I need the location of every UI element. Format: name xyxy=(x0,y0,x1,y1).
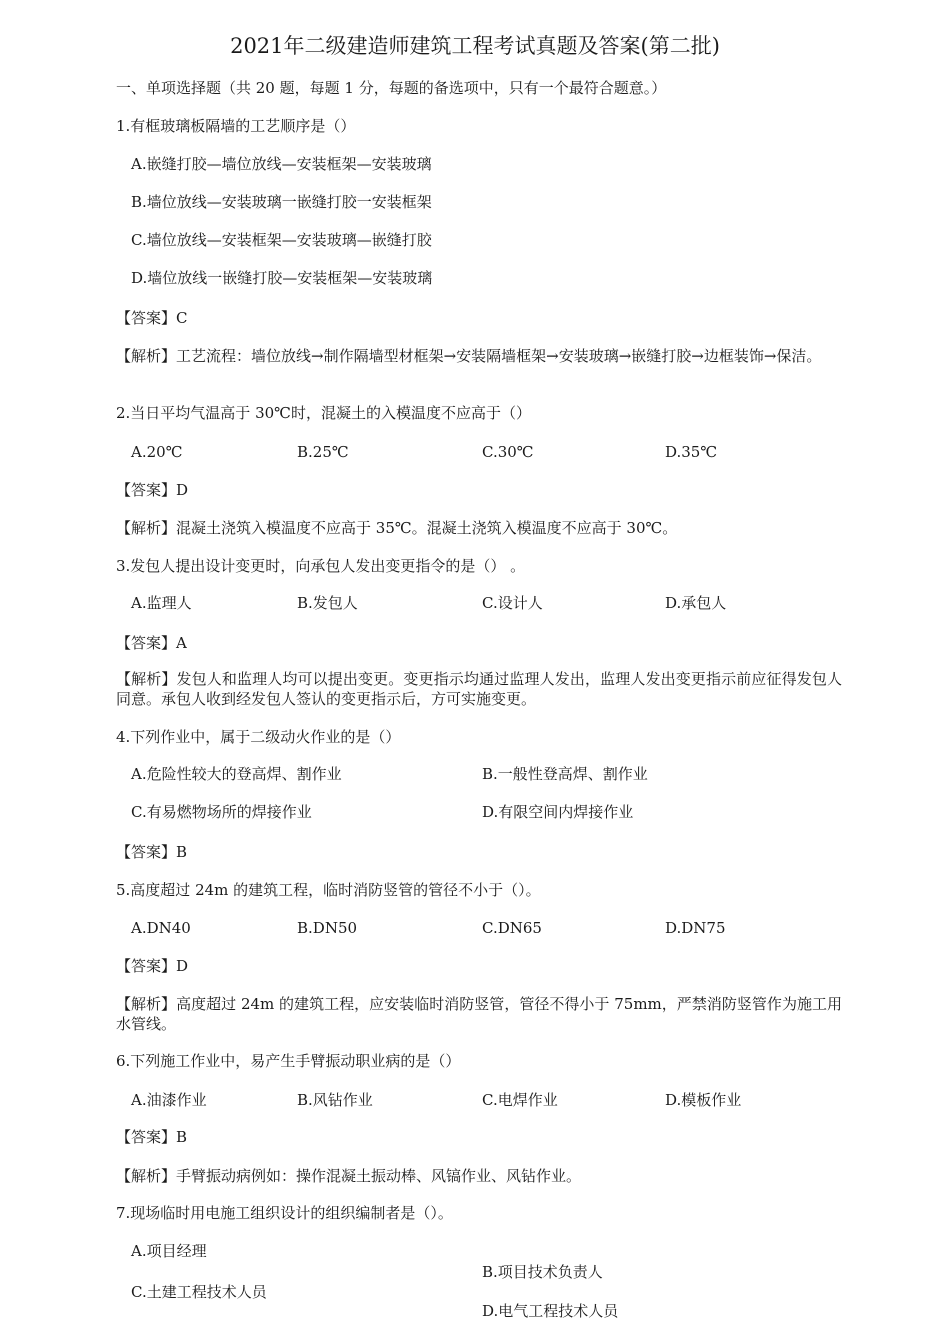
question-3-option-b: B.发包人 xyxy=(297,594,358,612)
question-2-option-b: B.25℃ xyxy=(297,443,349,461)
question-4-option-b: B.一般性登高焊、割作业 xyxy=(482,765,648,783)
question-6-analysis: 【解析】手臂振动病例如：操作混凝土振动棒、风镐作业、风钻作业。 xyxy=(116,1167,582,1185)
section-heading: 一、单项选择题（共 20 题，每题 1 分，每题的备选项中，只有一个最符合题意。） xyxy=(116,79,667,97)
question-5-option-b: B.DN50 xyxy=(297,919,358,937)
question-7-option-b: B.项目技术负责人 xyxy=(482,1263,603,1281)
question-2-stem: 2.当日平均气温高于 30℃时，混凝土的入模温度不应高于（） xyxy=(116,404,531,422)
question-6-option-a: A.油漆作业 xyxy=(131,1091,207,1109)
question-3-analysis: 【解析】发包人和监理人均可以提出变更。变更指示均通过监理人发出，监理人发出变更指示前应征得发包人同意。承包人收到经发包人签认的变更指示后，方可实施变更。 xyxy=(116,670,842,708)
question-5-analysis: 【解析】高度超过 24m 的建筑工程，应安装临时消防竖管，管径不得小于 75mm，严禁消防竖管作为施工用水管线。 xyxy=(116,995,842,1033)
question-7-option-d: D.电气工程技术人员 xyxy=(482,1302,619,1320)
question-3-answer: 【答案】A xyxy=(116,634,187,652)
question-7-stem: 7.现场临时用电施工组织设计的组织编制者是（）。 xyxy=(116,1204,453,1222)
question-6-option-b: B.风钻作业 xyxy=(297,1091,373,1109)
question-4-stem: 4.下列作业中，属于二级动火作业的是（） xyxy=(116,728,401,746)
question-3-option-d: D.承包人 xyxy=(665,594,727,612)
question-1-analysis: 【解析】工艺流程：墙位放线→制作隔墙型材框架→安装隔墙框架→安装玻璃→嵌缝打胶→边框装饰→保洁。 xyxy=(116,347,822,365)
question-7-option-c: C.土建工程技术人员 xyxy=(131,1283,267,1301)
question-6-answer: 【答案】B xyxy=(116,1128,188,1146)
question-7-option-a: A.项目经理 xyxy=(131,1242,207,1260)
question-1-option-d: D.墙位放线一嵌缝打胶—安装框架—安装玻璃 xyxy=(131,269,433,287)
question-3-option-a: A.监理人 xyxy=(131,594,192,612)
question-4-option-c: C.有易燃物场所的焊接作业 xyxy=(131,803,312,821)
question-6-stem: 6.下列施工作业中，易产生手臂振动职业病的是（） xyxy=(116,1052,461,1070)
question-2-option-d: D.35℃ xyxy=(665,443,718,461)
question-1-option-c: C.墙位放线—安装框架—安装玻璃—嵌缝打胶 xyxy=(131,231,432,249)
page-title: 2021年二级建造师建筑工程考试真题及答案(第二批) xyxy=(230,34,720,58)
question-6-option-c: C.电焊作业 xyxy=(482,1091,558,1109)
question-4-option-a: A.危险性较大的登高焊、割作业 xyxy=(131,765,342,783)
question-6-option-d: D.模板作业 xyxy=(665,1091,742,1109)
question-2-option-a: A.20℃ xyxy=(131,443,183,461)
question-2-analysis: 【解析】混凝土浇筑入模温度不应高于 35℃。混凝土浇筑入模温度不应高于 30℃。 xyxy=(116,519,678,537)
question-1-answer: 【答案】C xyxy=(116,309,188,327)
question-3-stem: 3.发包人提出设计变更时，向承包人发出变更指令的是（） 。 xyxy=(116,557,526,575)
question-1-option-a: A.嵌缝打胶—墙位放线—安装框架—安装玻璃 xyxy=(131,155,432,173)
question-1-option-b: B.墙位放线—安装玻璃一嵌缝打胶一安装框架 xyxy=(131,193,432,211)
question-5-stem: 5.高度超过 24m 的建筑工程，临时消防竖管的管径不小于（）。 xyxy=(116,881,541,899)
question-3-option-c: C.设计人 xyxy=(482,594,543,612)
question-4-option-d: D.有限空间内焊接作业 xyxy=(482,803,634,821)
question-4-answer: 【答案】B xyxy=(116,843,188,861)
question-5-option-d: D.DN75 xyxy=(665,919,726,937)
question-5-answer: 【答案】D xyxy=(116,957,189,975)
question-5-option-c: C.DN65 xyxy=(482,919,542,937)
question-2-answer: 【答案】D xyxy=(116,481,189,499)
question-2-option-c: C.30℃ xyxy=(482,443,534,461)
question-5-option-a: A.DN40 xyxy=(131,919,191,937)
question-1-stem: 1.有框玻璃板隔墙的工艺顺序是（） xyxy=(116,117,356,135)
